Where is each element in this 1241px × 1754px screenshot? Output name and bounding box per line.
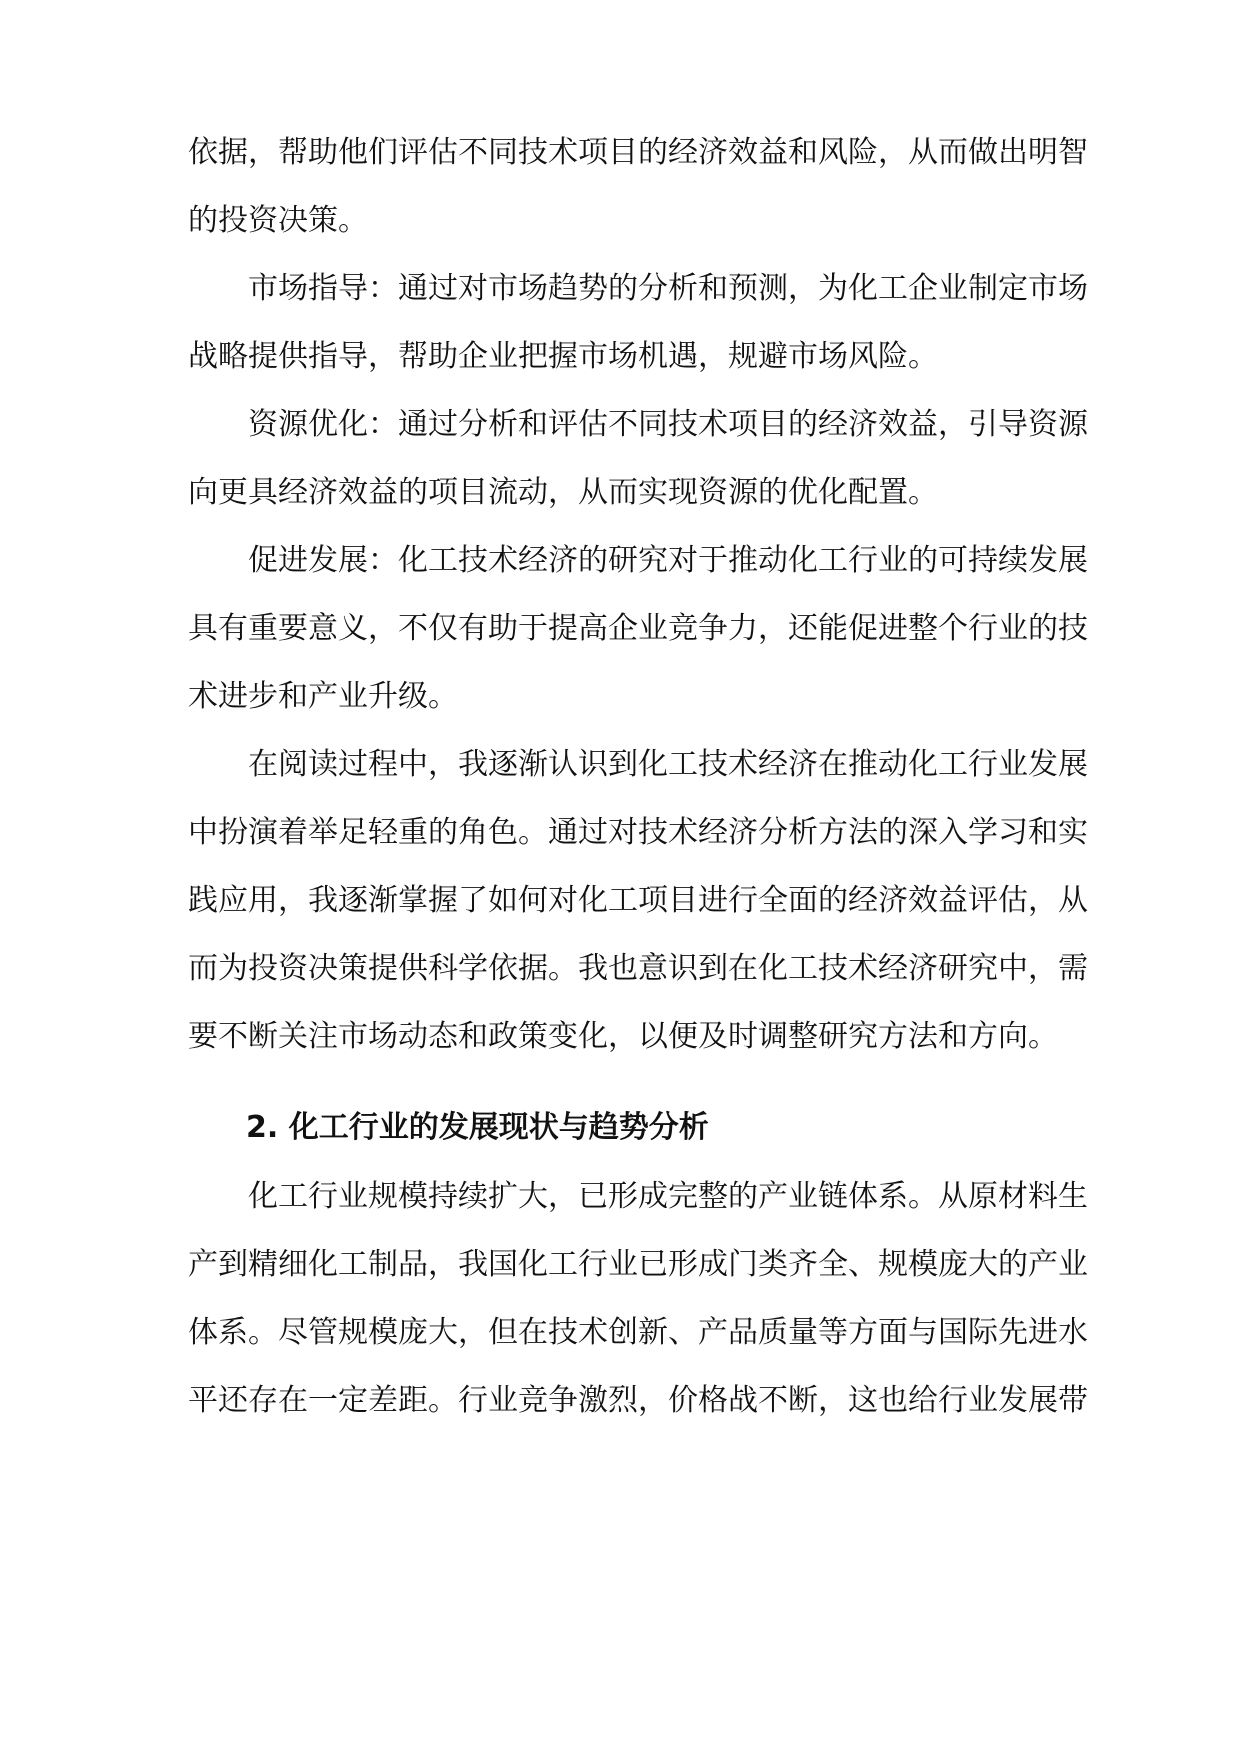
paragraph-5-line-5: 要不断关注市场动态和政策变化，以便及时调整研究方法和方向。 <box>188 1019 1058 1054</box>
paragraph-6-line-4: 平还存在一定差距。行业竞争激烈，价格战不断，这也给行业发展带 <box>188 1383 1088 1418</box>
paragraph-6-line-1: 化工行业规模持续扩大，已形成完整的产业链体系。从原材料生 <box>248 1179 1088 1214</box>
paragraph-3-line-2: 向更具经济效益的项目流动，从而实现资源的优化配置。 <box>188 475 938 510</box>
paragraph-6-line-3: 体系。尽管规模庞大，但在技术创新、产品质量等方面与国际先进水 <box>188 1315 1088 1350</box>
paragraph-5-line-3: 践应用，我逐渐掌握了如何对化工项目进行全面的经济效益评估，从 <box>188 883 1088 918</box>
paragraph-4-line-2: 具有重要意义，不仅有助于提高企业竞争力，还能促进整个行业的技 <box>188 611 1088 646</box>
paragraph-5-line-1: 在阅读过程中，我逐渐认识到化工技术经济在推动化工行业发展 <box>248 747 1088 782</box>
paragraph-1-line-2: 的投资决策。 <box>188 203 368 238</box>
paragraph-5-line-4: 而为投资决策提供科学依据。我也意识到在化工技术经济研究中，需 <box>188 951 1088 986</box>
paragraph-1-line-1: 依据，帮助他们评估不同技术项目的经济效益和风险，从而做出明智 <box>188 135 1088 170</box>
paragraph-6-line-2: 产到精细化工制品，我国化工行业已形成门类齐全、规模庞大的产业 <box>188 1247 1088 1282</box>
paragraph-2-line-2: 战略提供指导，帮助企业把握市场机遇，规避市场风险。 <box>188 339 938 374</box>
paragraph-4-line-1: 促进发展：化工技术经济的研究对于推动化工行业的可持续发展 <box>248 543 1088 578</box>
paragraph-2-line-1: 市场指导：通过对市场趋势的分析和预测，为化工企业制定市场 <box>248 271 1088 306</box>
paragraph-3-line-1: 资源优化：通过分析和评估不同技术项目的经济效益，引导资源 <box>248 407 1088 442</box>
paragraph-5-line-2: 中扮演着举足轻重的角色。通过对技术经济分析方法的深入学习和实 <box>188 815 1088 850</box>
section-heading: 2. 化工行业的发展现状与趋势分析 <box>246 1110 709 1145</box>
paragraph-4-line-3: 术进步和产业升级。 <box>188 679 458 714</box>
